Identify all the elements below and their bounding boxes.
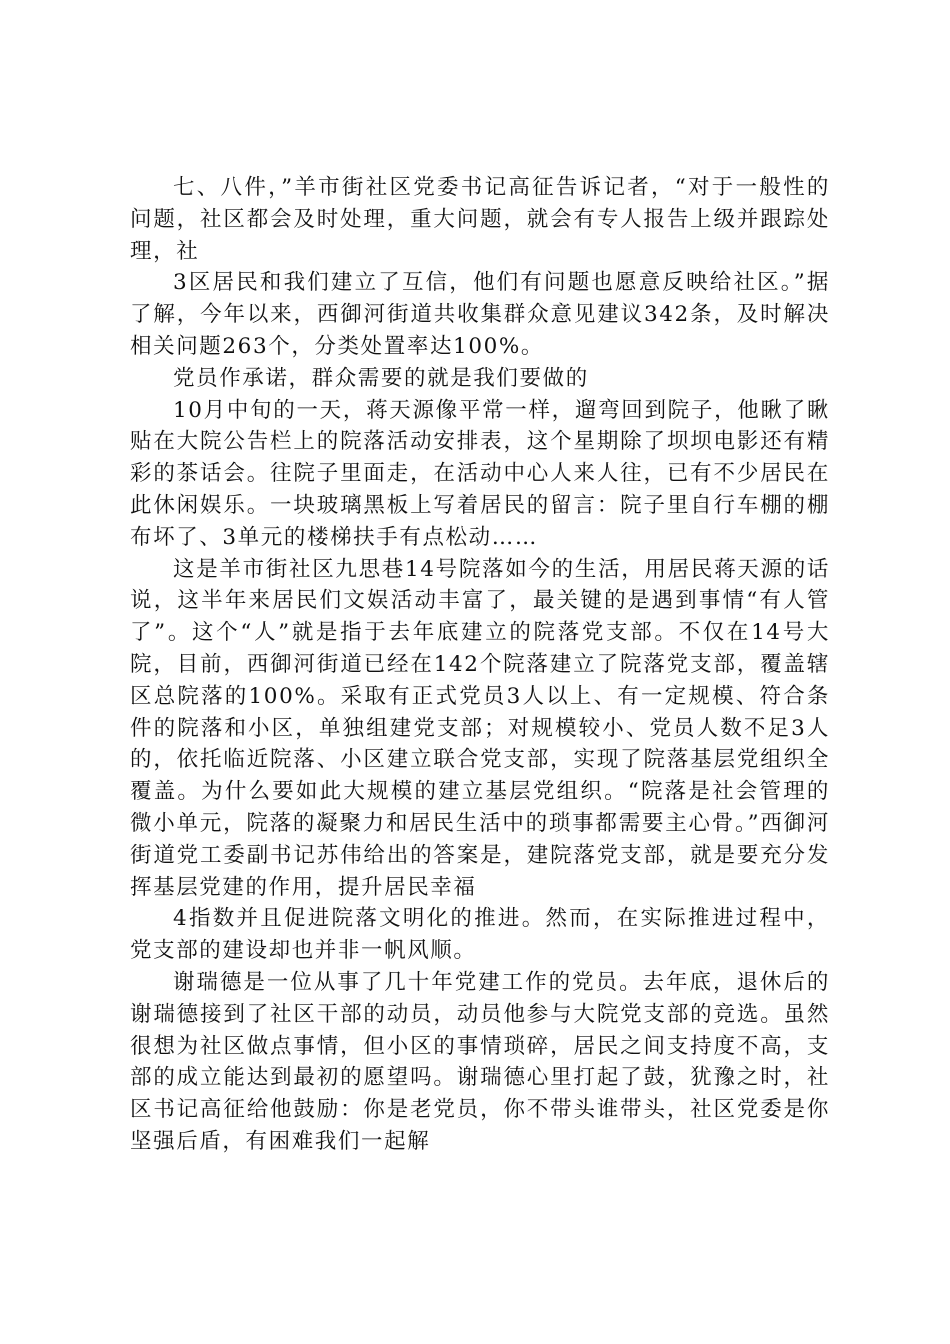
paragraph: 这是羊市街社区九思巷14号院落如今的生活，用居民蒋天源的话说，这半年来居民们文娱活动丰富了，最关键的是遇到事情“有人管了”。这个“人”就是指于去年底建立的院落党支部。不仅在14号大院，目前，西御河街道已经在142个院落建立了院落党支部，覆盖辖区总院落的100%。采取有正式党员3人以上、有一定规模、符合条件的院落和小区，单独组建党支部；对规模较小、党员人数不足3人的，依托临近院落、小区建立联合党支部，实现了院落基层党组织全覆盖。为什么要如此大规模的建立基层党组织。“院落是社会管理的微小单元，院落的凝聚力和居民生活中的琐事都需要主心骨。”西御河街道党工委副书记苏伟给出的答案是，建院落党支部，就是要充分发挥基层党建的作用，提升居民幸福 bbox=[130, 556, 830, 900]
paragraph: 10月中旬的一天，蒋天源像平常一样，遛弯回到院子，他瞅了瞅贴在大院公告栏上的院落活动安排表，这个星期除了坝坝电影还有精彩的茶话会。往院子里面走，在活动中心人来人往，已有不少居民在此休闲娱乐。一块玻璃黑板上写着居民的留言：院子里自行车棚的棚布坏了、3单元的楼梯扶手有点松动…… bbox=[130, 397, 830, 550]
document-body bbox=[130, 172, 830, 1158]
paragraph: 4指数并且促进院落文明化的推进。然而，在实际推进过程中，党支部的建设却也并非一帆风顺。 bbox=[130, 906, 830, 964]
section-heading: 党员作承诺，群众需要的就是我们要做的 bbox=[173, 365, 589, 391]
paragraph: 谢瑞德是一位从事了几十年党建工作的党员。去年底，退休后的谢瑞德接到了社区干部的动员，动员他参与大院党支部的竞选。虽然很想为社区做点事情，但小区的事情琐碎，居民之间支持度不高，支部的成立能达到最初的愿望吗。谢瑞德心里打起了鼓，犹豫之时，社区书记高征给他鼓励：你是老党员，你不带头谁带头，社区党委是你坚强后盾，有困难我们一起解 bbox=[130, 969, 830, 1154]
paragraph: 七、八件，”羊市街社区党委书记高征告诉记者，“对于一般性的问题，社区都会及时处理，重大问题，就会有专人报告上级并跟踪处理，社 bbox=[130, 175, 830, 264]
paragraph: 3区居民和我们建立了互信，他们有问题也愿意反映给社区。”据了解，今年以来，西御河街道共收集群众意见建议342条，及时解决相关问题263个，分类处置率达100%。 bbox=[130, 270, 830, 359]
